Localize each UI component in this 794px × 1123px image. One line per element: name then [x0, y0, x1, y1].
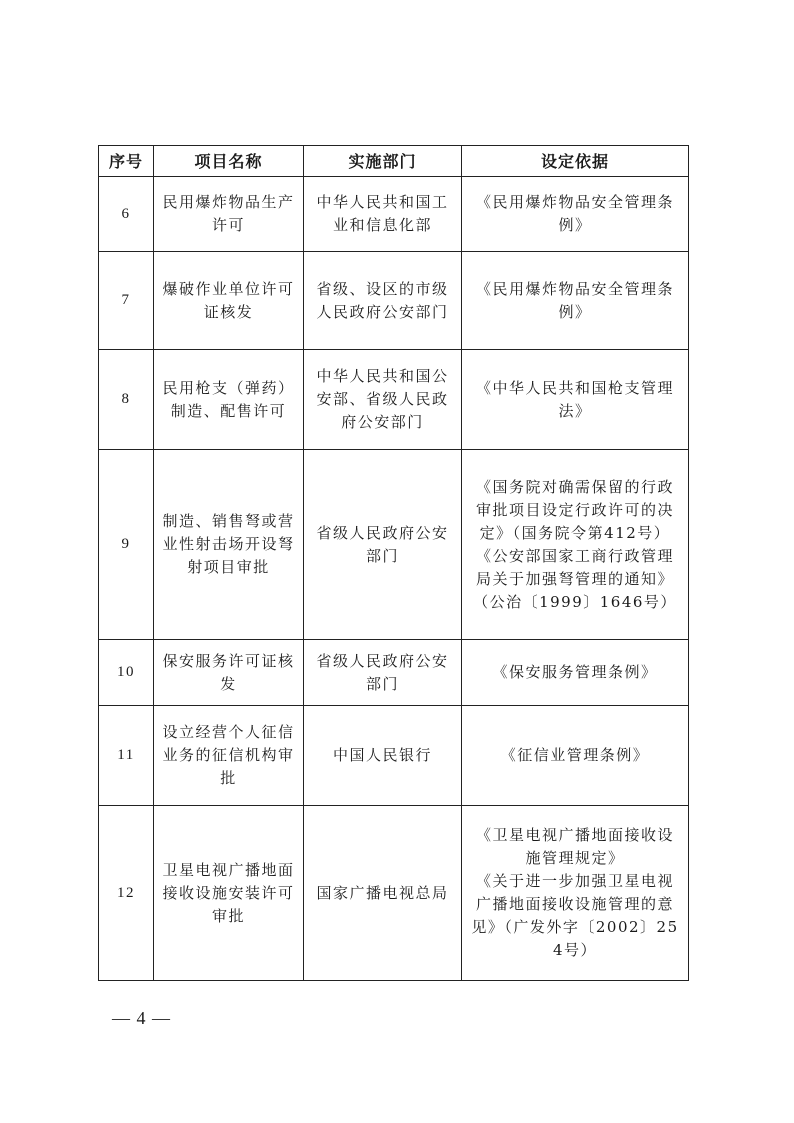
legal-basis-line: 《民用爆炸物品安全管理条例》 — [475, 193, 674, 234]
row-legal-basis — [462, 706, 689, 806]
header-basis: 设定依据 — [462, 146, 689, 177]
row-item-name: 设立经营个人征信业务的征信机构审批 — [154, 706, 304, 806]
row-department: 中华人民共和国工业和信息化部 — [304, 177, 462, 252]
row-department: 省级、设区的市级人民政府公安部门 — [304, 252, 462, 350]
legal-basis-line: 《中华人民共和国枪支管理法》 — [475, 378, 674, 420]
row-legal-basis — [462, 350, 689, 450]
row-item-name: 制造、销售弩或营业性射击场开设弩射项目审批 — [154, 450, 304, 640]
legal-basis-line: 《国务院对确需保留的行政审批项目设定行政许可的决定》（国务院令第412号） — [475, 477, 674, 542]
row-legal-basis — [462, 806, 689, 981]
row-department: 中华人民共和国公安部、省级人民政府公安部门 — [304, 350, 462, 450]
row-department: 国家广播电视总局 — [304, 806, 462, 981]
row-item-name: 民用枪支（弹药）制造、配售许可 — [154, 350, 304, 450]
legal-basis-line: 《征信业管理条例》 — [500, 746, 650, 764]
row-number: 11 — [99, 706, 154, 806]
row-legal-basis — [462, 177, 689, 252]
row-number: 7 — [99, 252, 154, 350]
row-item-name: 民用爆炸物品生产许可 — [154, 177, 304, 252]
page-number: — 4 — — [112, 1008, 171, 1028]
table-header-row — [99, 146, 689, 177]
row-number: 12 — [99, 806, 154, 981]
row-item-name: 爆破作业单位许可证核发 — [154, 252, 304, 350]
legal-basis-line: 《公安部国家工商行政管理局关于加强弩管理的通知》（公治〔1999〕1646号） — [473, 546, 677, 611]
table-row — [99, 177, 689, 252]
row-item-name: 卫星电视广播地面接收设施安装许可审批 — [154, 806, 304, 981]
table-body — [99, 177, 689, 981]
legal-basis-line: 《卫星电视广播地面接收设施管理规定》 — [475, 826, 674, 867]
table-row — [99, 350, 689, 450]
row-number: 6 — [99, 177, 154, 252]
row-legal-basis — [462, 252, 689, 350]
header-no: 序号 — [99, 146, 154, 177]
table-row — [99, 450, 689, 640]
row-number: 8 — [99, 350, 154, 450]
table-row — [99, 806, 689, 981]
table-row — [99, 706, 689, 806]
approval-items-table — [98, 145, 689, 981]
row-department: 省级人民政府公安部门 — [304, 640, 462, 706]
legal-basis-line: 《关于进一步加强卫星电视广播地面接收设施管理的意见》（广发外字〔2002〕254号） — [471, 872, 679, 959]
row-legal-basis — [462, 450, 689, 640]
header-name: 项目名称 — [154, 146, 304, 177]
table-row — [99, 640, 689, 706]
row-item-name: 保安服务许可证核发 — [154, 640, 304, 706]
row-department: 中国人民银行 — [304, 706, 462, 806]
row-number: 10 — [99, 640, 154, 706]
document-page — [98, 145, 688, 981]
table-row — [99, 252, 689, 350]
row-legal-basis — [462, 640, 689, 706]
legal-basis-line: 《民用爆炸物品安全管理条例》 — [475, 279, 674, 321]
row-department: 省级人民政府公安部门 — [304, 450, 462, 640]
header-department: 实施部门 — [304, 146, 462, 177]
legal-basis-line: 《保安服务管理条例》 — [492, 663, 658, 681]
row-number: 9 — [99, 450, 154, 640]
